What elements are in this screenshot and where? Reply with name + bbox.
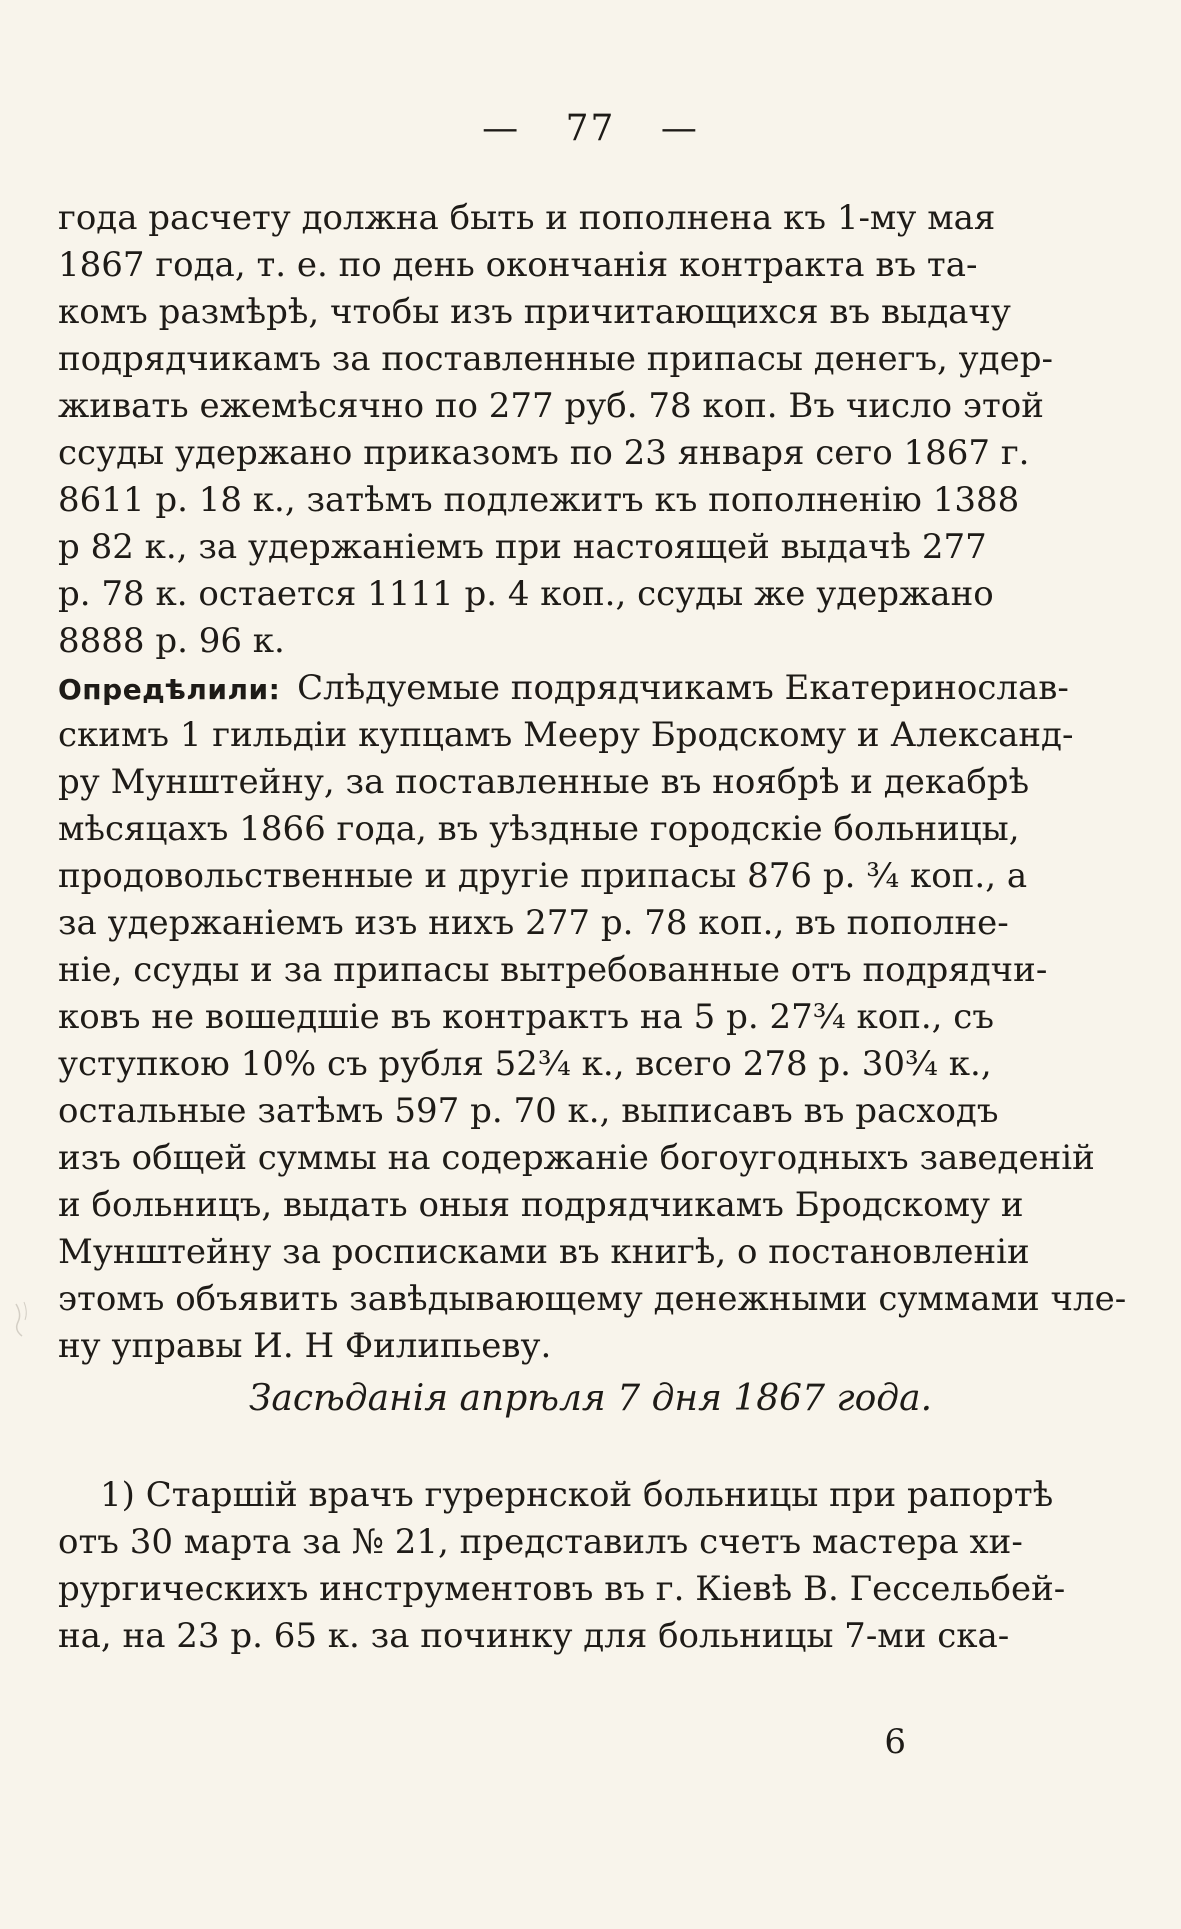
header-dash-left: — <box>482 108 521 149</box>
item-line: на, на 23 р. 65 к. за починку для больницы 7-ми ска- <box>58 1616 1010 1656</box>
resolution-line: за удержаніемъ изъ нихъ 277 р. 78 коп., въ пополне- <box>58 903 1009 943</box>
section-title: Засѣданія апрѣля 7 дня 1867 года. <box>248 1378 933 1419</box>
resolution-line: изъ общей суммы на содержаніе богоугодныхъ заведеній <box>58 1138 1095 1178</box>
resolution-line: Мунштейну за росписками въ книгѣ, о постановленіи <box>58 1232 1030 1272</box>
paragraph-line: подрядчикамъ за поставленные припасы денегъ, удер- <box>58 339 1053 379</box>
item-line: отъ 30 марта за № 21, представилъ счетъ мастера хи- <box>58 1522 1023 1562</box>
paragraph-line: 8611 р. 18 к., затѣмъ подлежитъ къ пополненію 1388 <box>58 480 1020 520</box>
paper-stain <box>12 1300 34 1338</box>
header-dash-right: — <box>660 108 699 149</box>
resolution-line: остальные затѣмъ 597 р. 70 к., выписавъ въ расходъ <box>58 1091 999 1131</box>
signature-mark: 6 <box>884 1722 906 1762</box>
main-text-block <box>58 195 1127 1370</box>
item-line: рургическихъ инструментовъ въ г. Кіевѣ В. Гессельбей- <box>58 1569 1066 1609</box>
paragraph-line: живать ежемѣсячно по 277 руб. 78 коп. Въ число этой <box>58 386 1044 426</box>
item-line <box>58 1472 1054 1519</box>
item-line-text: 1) Старшій врачъ гурернской больницы при рапортѣ <box>100 1475 1054 1515</box>
resolution-lead: Опредѣлили: <box>58 673 281 706</box>
resolution-line: скимъ 1 гильдіи купцамъ Мееру Бродскому и Александ- <box>58 715 1074 755</box>
page-header <box>0 108 1181 149</box>
paragraph-line: комъ размѣрѣ, чтобы изъ причитающихся въ выдачу <box>58 292 1011 332</box>
paragraph-line: 8888 р. 96 к. <box>58 621 285 661</box>
page-number: 77 <box>565 108 616 149</box>
resolution-line: ну управы И. Н Филипьеву. <box>58 1326 552 1366</box>
item-text-block <box>58 1472 1066 1660</box>
resolution-line: Слѣдуемые подрядчикамъ Екатеринослав- <box>297 668 1069 708</box>
paragraph-line: 1867 года, т. е. по день окончанія контракта въ та- <box>58 245 978 285</box>
resolution-line: ковъ не вошедшіе въ контрактъ на 5 р. 27¾ коп., съ <box>58 997 994 1037</box>
resolution-line: продовольственные и другіе припасы 876 р. ¾ коп., а <box>58 856 1028 896</box>
paragraph-line: года расчету должна быть и пополнена къ 1-му мая <box>58 198 996 238</box>
resolution-line: ру Мунштейну, за поставленные въ ноябрѣ и декабрѣ <box>58 762 1030 802</box>
resolution-first-line <box>58 665 1069 712</box>
paragraph-line: р. 78 к. остается 1111 р. 4 коп., ссуды же удержано <box>58 574 994 614</box>
paragraph-line: ссуды удержано приказомъ по 23 января сего 1867 г. <box>58 433 1030 473</box>
resolution-line: уступкою 10% съ рубля 52¾ к., всего 278 р. 30¾ к., <box>58 1044 992 1084</box>
resolution-line: этомъ объявить завѣдывающему денежными суммами чле- <box>58 1279 1127 1319</box>
resolution-line: ніе, ссуды и за припасы вытребованные отъ подрядчи- <box>58 950 1048 990</box>
paragraph-line: р 82 к., за удержаніемъ при настоящей выдачѣ 277 <box>58 527 987 567</box>
resolution-line: и больницъ, выдать оныя подрядчикамъ Бродскому и <box>58 1185 1024 1225</box>
resolution-line: мѣсяцахъ 1866 года, въ уѣздные городскіе больницы, <box>58 809 1020 849</box>
